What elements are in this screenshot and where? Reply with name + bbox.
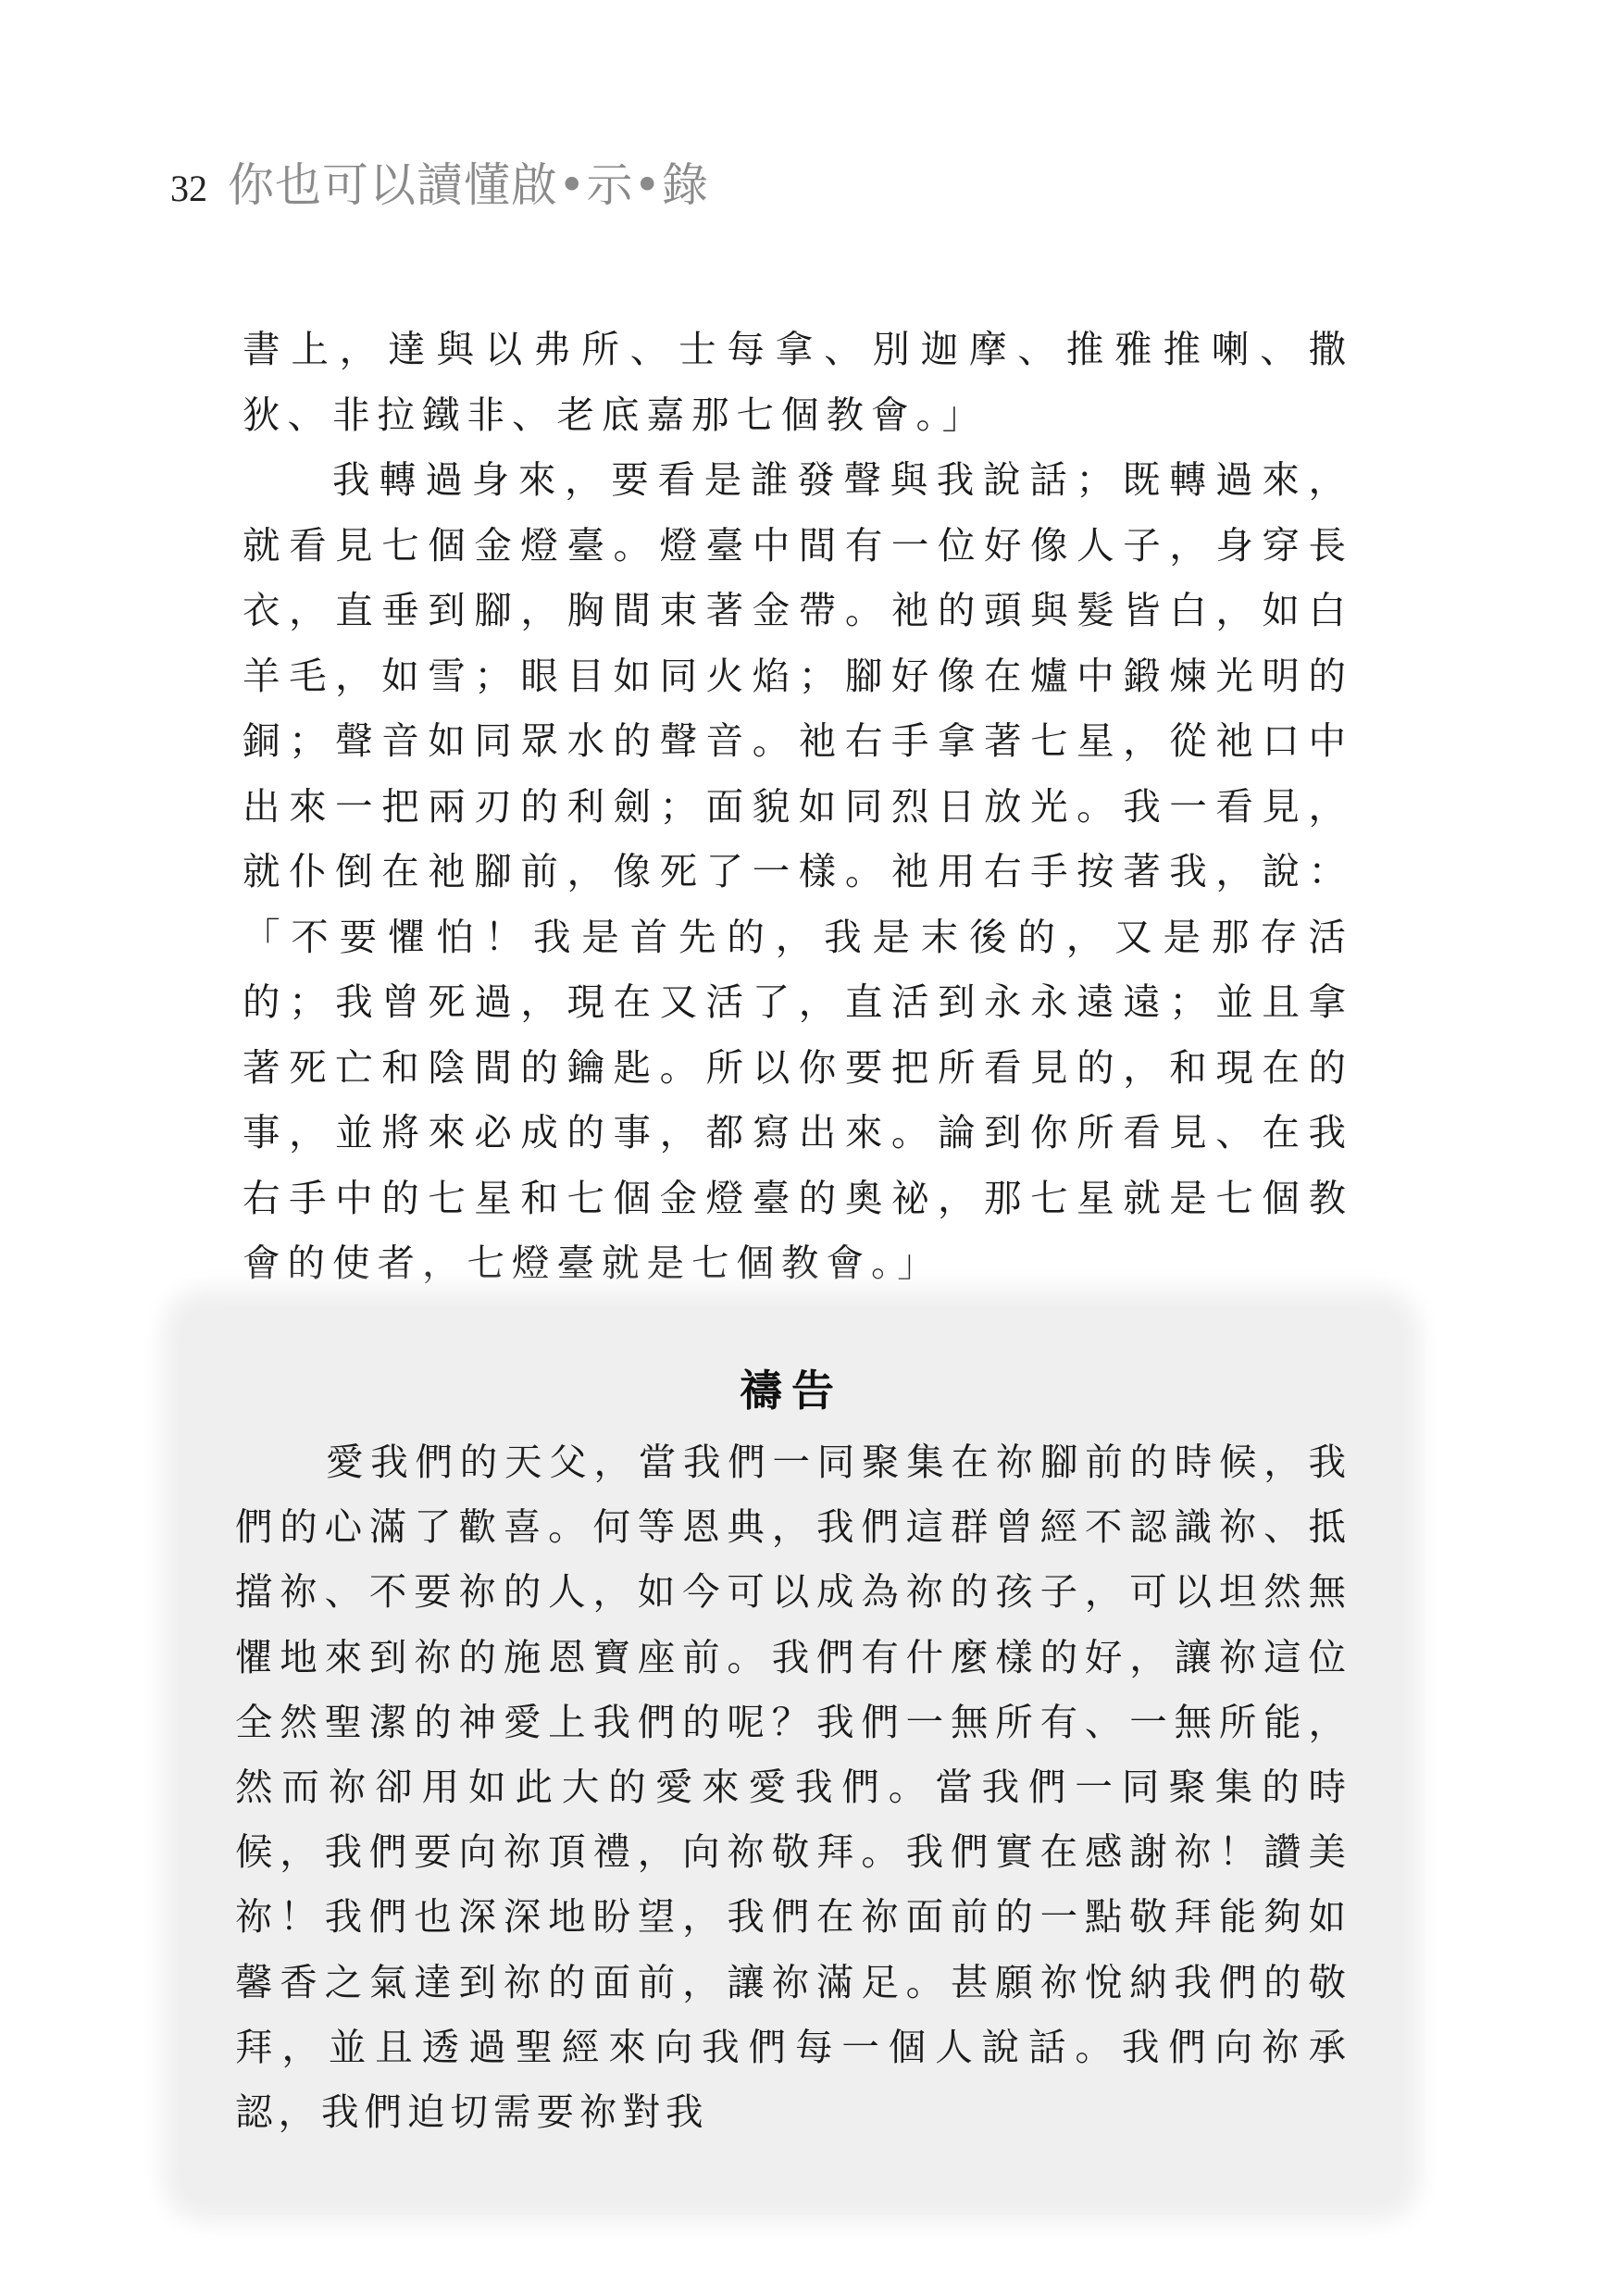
prayer-box	[181, 1307, 1401, 2203]
book-title: 你也可以讀懂啟•示•錄	[228, 158, 709, 212]
prayer-heading: 禱告	[740, 1366, 843, 1416]
scripture-passage	[243, 317, 1353, 1296]
prayer-text: 愛我們的天父，當我們一同聚集在祢腳前的時候，我們的心滿了歡喜。何等恩典，我們這群曾經不認識祢、抵擋祢、不要祢的人，如今可以成為祢的孩子，可以坦然無懼地來到祢的施恩寶座前。我們有什麼樣的好，讓祢這位全然聖潔的神愛上我們的呢？我們一無所有、一無所能，然而祢卻用如此大的愛來愛我們。當我們一同聚集的時候，我們要向祢頂禮，向祢敬拜。我們實在感謝祢！讚美祢！我們也深深地盼望，我們在祢面前的一點敬拜能夠如馨香之氣達到祢的面前，讓祢滿足。甚願祢悅納我們的敬拜，並且透過聖經來向我們每一個人說話。我們向祢承認，我們迫切需要祢對我	[235, 1440, 1351, 2135]
scripture-paragraph-2: 我轉過身來，要看是誰發聲與我說話；既轉過來，就看見七個金燈臺。燈臺中間有一位好像人子，身穿長衣，直垂到腳，胸間束著金帶。祂的頭與髮皆白，如白羊毛，如雪；眼目如同火焰；腳好像在爐中鍛煉光明的銅；聲音如同眾水的聲音。祂右手拿著七星，從祂口中出來一把兩刃的利劍；面貌如同烈日放光。我一看見，就仆倒在祂腳前，像死了一樣。祂用右手按著我，說：「不要懼怕！我是首先的，我是末後的，又是那存活的；我曾死過，現在又活了，直活到永永遠遠；並且拿著死亡和陰間的鑰匙。所以你要把所看見的，和現在的事，並將來必成的事，都寫出來。論到你所看見、在我右手中的七星和七個金燈臺的奧祕，那七星就是七個教會的使者，七燈臺就是七個教會。」	[243, 457, 1353, 1285]
scripture-paragraph-1: 書上，達與以弗所、士每拿、別迦摩、推雅推喇、撒狄、非拉鐵非、老底嘉那七個教會。」	[243, 327, 1353, 437]
running-header	[170, 148, 709, 213]
page-number: 32	[170, 168, 207, 209]
